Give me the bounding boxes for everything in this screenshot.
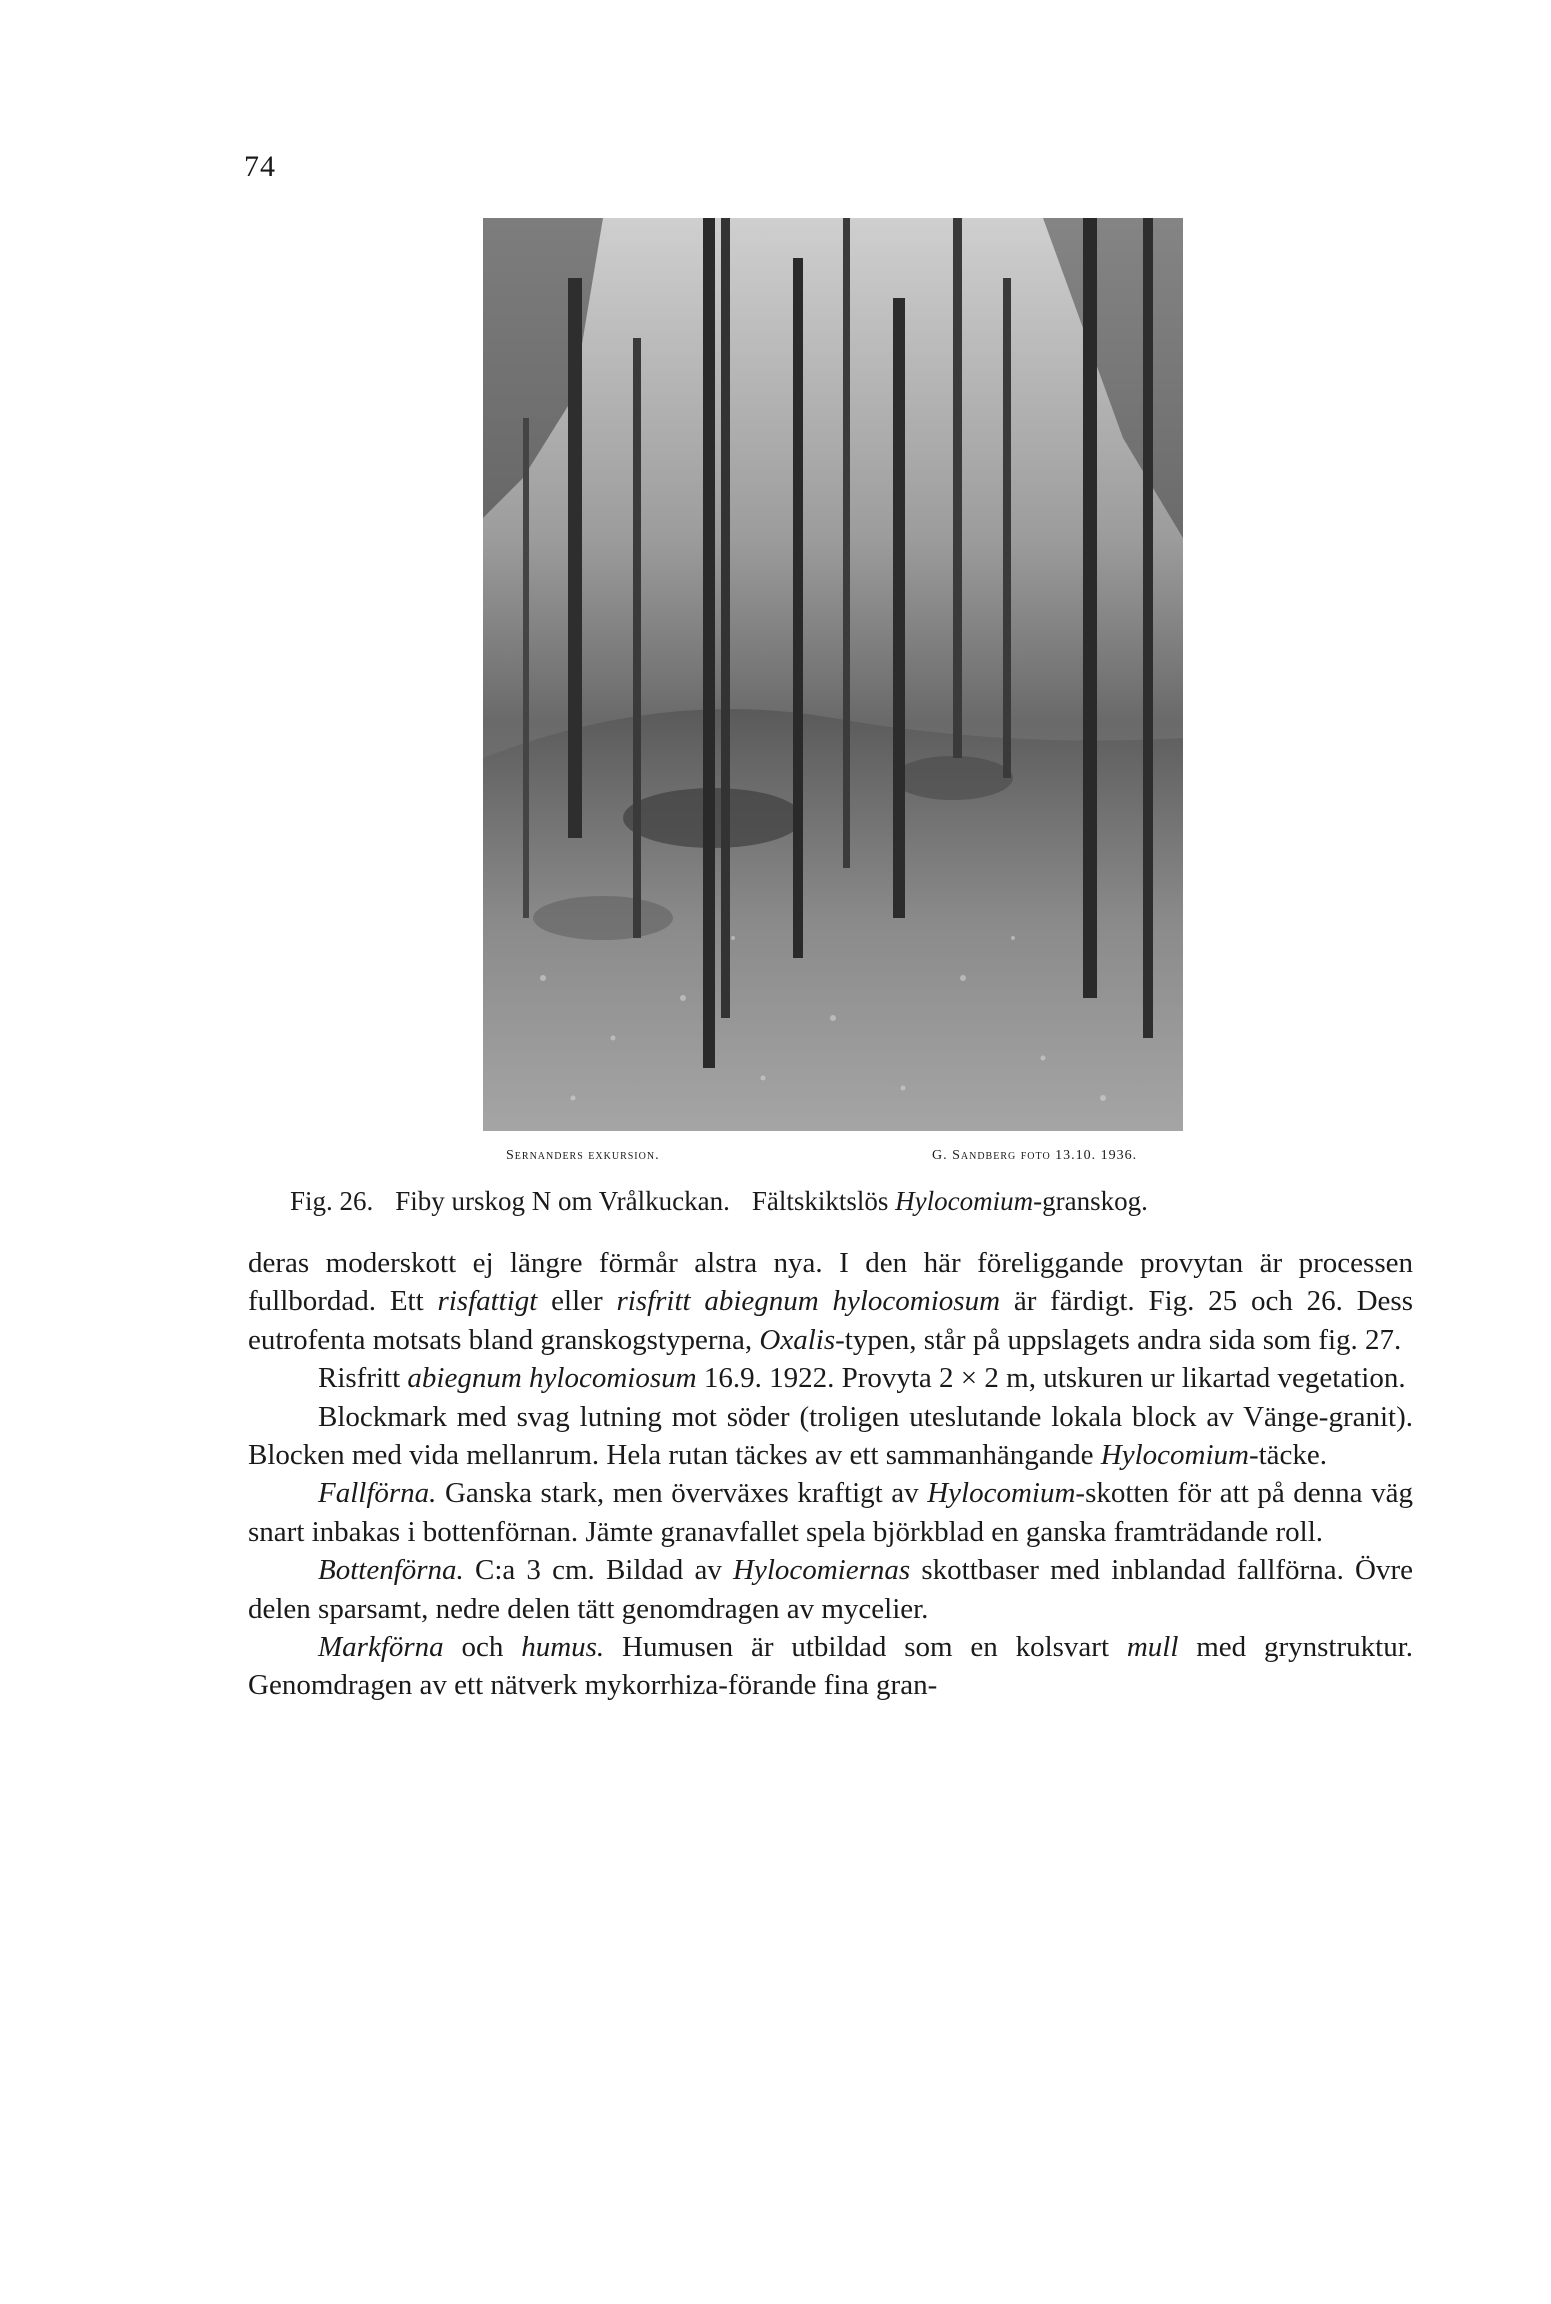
text-run: och (443, 1631, 522, 1664)
italic-term: humus. (521, 1631, 605, 1664)
italic-term: Hylocomium (1100, 1439, 1249, 1472)
text-run: C:a 3 cm. Bildad av (463, 1554, 733, 1587)
italic-term: Fallförna. (318, 1477, 437, 1510)
page-number: 74 (244, 150, 276, 183)
paragraph (248, 1359, 1413, 1397)
italic-term: risfattigt (437, 1285, 538, 1318)
text-run: 16.9. 1922. Provyta 2 × 2 m, utskuren ur likartad vegetation. (696, 1362, 1406, 1395)
text-run: eller (537, 1285, 617, 1318)
italic-term: abiegnum hylocomiosum (407, 1362, 697, 1395)
text-run: -typen, står på uppslagets andra sida som fig. 27. (835, 1323, 1402, 1356)
body-text (248, 1244, 1413, 1705)
text-run: -skotten för att på denna väg snart inbakas i bottenförnan. Jämte granavfallet spela björkblad en ganska framträdande roll. (248, 1477, 1413, 1548)
caption-text: Fiby urskog N om Vrålkuckan. (395, 1186, 730, 1216)
text-run: Blockmark med svag lutning mot söder (troligen uteslutande lokala block av Vänge-granit). Blocken med vida mellanrum. Hela rutan täckes av ett sammanhängande (248, 1400, 1413, 1472)
caption-suffix: -granskog. (1033, 1186, 1148, 1216)
caption-italic: Hylocomium (895, 1186, 1034, 1216)
text-run: Risfritt (318, 1362, 408, 1395)
text-run: -täcke. (1248, 1439, 1328, 1472)
paragraph (248, 1628, 1413, 1705)
italic-term: Bottenförna. (318, 1554, 464, 1587)
text-run: deras moderskott ej längre förmår alstra nya. I den här föreliggande provytan är processen fullbordad. Ett (248, 1247, 1413, 1318)
paragraph (248, 1474, 1413, 1551)
italic-term: Hylocomium (927, 1477, 1076, 1510)
paragraph (248, 1551, 1413, 1628)
paragraph (248, 1398, 1413, 1475)
photo-credit-right: G. Sandberg foto 13.10. 1936. (932, 1148, 1138, 1163)
forest-photograph (483, 218, 1183, 1131)
italic-term: Oxalis (759, 1323, 836, 1356)
paragraph (248, 1244, 1413, 1359)
caption-fig-label: Fig. 26. (290, 1186, 374, 1216)
text-run: Humusen är utbildad som en kolsvart (604, 1631, 1127, 1664)
text-run: skottbaser med inblandad fallförna. Övre delen sparsamt, nedre delen tätt genomdragen av mycelier. (248, 1554, 1413, 1625)
text-run: Ganska stark, men överväxes kraftigt av (436, 1477, 928, 1510)
italic-term: risfritt abiegnum hylocomiosum (616, 1285, 1001, 1318)
forest-image (483, 218, 1183, 1131)
text-run: är färdigt. Fig. 25 och 26. Dess eutrofenta motsats bland granskogstyperna, (248, 1285, 1414, 1356)
figure-caption (290, 1186, 1390, 1217)
italic-term: mull (1126, 1631, 1179, 1664)
italic-term: Markförna (318, 1631, 444, 1664)
text-run: med grynstruktur. Genomdragen av ett nätverk mykorrhiza-förande fina gran- (248, 1631, 1414, 1702)
photo-credit-left: Sernanders exkursion. (506, 1148, 660, 1163)
caption-text-2: Fältskiktslös (751, 1186, 889, 1216)
italic-term: Hylocomiernas (733, 1554, 911, 1587)
